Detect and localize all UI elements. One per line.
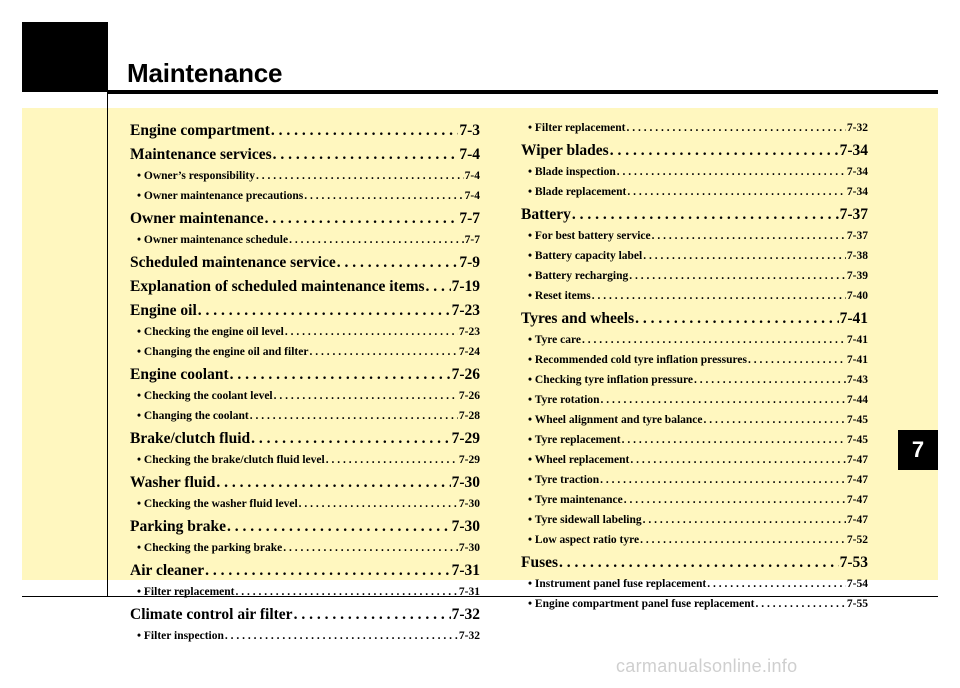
toc-subentry[interactable] (521, 230, 868, 250)
toc-entry-page: 7-47 (846, 494, 868, 506)
toc-entry-title: • Recommended cold tyre inflation pressures (528, 354, 747, 366)
toc-entry-title: • Checking the coolant level (137, 390, 273, 402)
dot-leader (265, 210, 459, 228)
toc-entry-title: • Tyre replacement (528, 434, 621, 446)
toc-entry-title: Tyres and wheels (521, 310, 635, 327)
toc-entry-page: 7-31 (451, 562, 480, 579)
dot-leader (629, 270, 846, 282)
toc-subentry[interactable] (130, 234, 480, 254)
toc-subentry[interactable] (521, 494, 868, 514)
dot-leader (251, 430, 450, 448)
toc-entry-page: 7-44 (846, 394, 868, 406)
chapter-tab[interactable]: 7 (898, 430, 938, 470)
dot-leader (624, 494, 846, 506)
toc-subentry[interactable] (521, 354, 868, 374)
toc-entry-page: 7-54 (846, 578, 868, 590)
toc-entry-title: • Blade inspection (528, 166, 616, 178)
toc-entry-page: 7-45 (846, 414, 868, 426)
dot-leader (227, 518, 451, 536)
toc-subentry[interactable] (130, 190, 480, 210)
toc-entry-title: Scheduled maintenance service (130, 254, 336, 271)
dot-leader (198, 302, 451, 320)
toc-entry-page: 7-34 (839, 142, 868, 159)
toc-entry-page: 7-28 (458, 410, 480, 422)
toc-entry-title: Engine coolant (130, 366, 229, 383)
dot-leader (309, 346, 457, 358)
toc-entry-title: Engine compartment (130, 122, 270, 139)
toc-entry-title: Maintenance services (130, 146, 272, 163)
toc-entry-title: Explanation of scheduled maintenance items (130, 278, 425, 295)
toc-subentry[interactable] (130, 346, 480, 366)
toc-entry-title: • Tyre traction (528, 474, 600, 486)
dot-leader (274, 390, 458, 402)
toc-entry-title: • Wheel alignment and tyre balance (528, 414, 703, 426)
toc-entry-page: 7-7 (459, 210, 480, 227)
dot-leader (643, 250, 846, 262)
toc-subentry[interactable] (521, 454, 868, 474)
toc-entry[interactable] (521, 142, 868, 166)
toc-entry[interactable] (130, 366, 480, 390)
toc-entry-title: • Owner maintenance schedule (137, 234, 289, 246)
toc-subentry[interactable] (130, 410, 480, 430)
dot-leader (582, 334, 846, 346)
toc-entry-title: • Filter inspection (137, 630, 224, 642)
toc-entry-page: 7-41 (839, 310, 868, 327)
toc-entry-title: • Checking tyre inflation pressure (528, 374, 694, 386)
toc-entry-page: 7-30 (451, 474, 480, 491)
toc-entry-page: 7-9 (459, 254, 480, 271)
toc-entry-title: Brake/clutch fluid (130, 430, 251, 447)
toc-entry-page: 7-30 (458, 542, 480, 554)
toc-entry[interactable] (521, 554, 868, 578)
dot-leader (250, 410, 458, 422)
toc-entry-title: • Reset items (528, 290, 591, 302)
toc-subentry[interactable] (521, 534, 868, 554)
toc-subentry[interactable] (521, 394, 868, 414)
toc-entry-title: • Battery capacity label (528, 250, 643, 262)
toc-subentry[interactable] (521, 250, 868, 270)
toc-entry-page: 7-24 (458, 346, 480, 358)
dot-leader (205, 562, 450, 580)
toc-entry[interactable] (521, 310, 868, 334)
toc-entry-title: • Filter replacement (528, 122, 626, 134)
toc-entry-title: • Filter replacement (137, 586, 235, 598)
toc-entry-title: Wiper blades (521, 142, 609, 159)
dot-leader (635, 310, 838, 328)
toc-subentry[interactable] (521, 434, 868, 454)
toc-subentry[interactable] (521, 186, 868, 206)
toc-subentry[interactable] (521, 290, 868, 310)
toc-entry-title: • Checking the engine oil level (137, 326, 284, 338)
toc-entry[interactable] (130, 278, 480, 302)
toc-subentry[interactable] (521, 414, 868, 434)
toc-entry-title: • Instrument panel fuse replacement (528, 578, 707, 590)
toc-column-right (521, 122, 868, 618)
toc-entry-page: 7-32 (846, 122, 868, 134)
dot-leader (271, 122, 458, 140)
toc-entry-page: 7-37 (846, 230, 868, 242)
toc-entry-title: Washer fluid (130, 474, 216, 491)
toc-entry-title: Air cleaner (130, 562, 205, 579)
toc-entry-page: 7-30 (458, 498, 480, 510)
toc-entry-page: 7-4 (459, 146, 480, 163)
toc-entry-page: 7-52 (846, 534, 868, 546)
dot-leader (626, 122, 845, 134)
toc-entry-page: 7-26 (451, 366, 480, 383)
toc-entry-page: 7-53 (839, 554, 868, 571)
toc-subentry[interactable] (130, 454, 480, 474)
toc-entry-page: 7-32 (458, 630, 480, 642)
page-title: Maintenance (127, 58, 283, 88)
toc-entry-title: • Owner’s responsibility (137, 170, 255, 182)
dot-leader (283, 542, 458, 554)
toc-entry-title: • Wheel replacement (528, 454, 630, 466)
toc-entry-page: 7-43 (846, 374, 868, 386)
dot-leader (707, 578, 846, 590)
dot-leader (643, 514, 846, 526)
toc-subentry[interactable] (130, 390, 480, 410)
toc-subentry[interactable] (521, 166, 868, 186)
toc-subentry[interactable] (521, 474, 868, 494)
toc-entry-page: 7-40 (846, 290, 868, 302)
toc-entry-title: Climate control air filter (130, 606, 293, 623)
toc-entry-title: Engine oil (130, 302, 197, 319)
toc-entry-page: 7-47 (846, 454, 868, 466)
toc-entry-page: 7-55 (846, 598, 868, 610)
toc-entry-title: • Changing the engine oil and filter (137, 346, 309, 358)
toc-entry-title: • For best battery service (528, 230, 651, 242)
toc-subentry[interactable] (130, 326, 480, 346)
watermark: carmanualsonline.info (616, 656, 798, 676)
toc-entry-page: 7-32 (451, 606, 480, 623)
toc-subentry[interactable] (521, 334, 868, 354)
toc-entry-title: • Tyre care (528, 334, 581, 346)
toc-entry-page: 7-29 (458, 454, 480, 466)
dot-leader (285, 326, 458, 338)
title-rule (108, 90, 938, 94)
toc-entry[interactable] (130, 146, 480, 170)
dot-leader (337, 254, 459, 272)
toc-entry[interactable] (130, 430, 480, 454)
toc-entry[interactable] (130, 122, 480, 146)
dot-leader (235, 586, 457, 598)
dot-leader (694, 374, 846, 386)
toc-entry-page: 7-29 (451, 430, 480, 447)
toc-entry[interactable] (130, 474, 480, 498)
toc-entry-title: • Blade replacement (528, 186, 627, 198)
toc-entry-page: 7-34 (846, 166, 868, 178)
toc-entry-page: 7-23 (458, 326, 480, 338)
toc-entry-page: 7-47 (846, 474, 868, 486)
dot-leader (640, 534, 846, 546)
toc-entry-page: 7-37 (839, 206, 868, 223)
dot-leader (704, 414, 846, 426)
toc-subentry[interactable] (130, 586, 480, 606)
toc-entry-title: • Checking the brake/clutch fluid level (137, 454, 325, 466)
dot-leader (617, 166, 846, 178)
toc-entry-page: 7-47 (846, 514, 868, 526)
dot-leader (299, 498, 458, 510)
dot-leader (256, 170, 464, 182)
toc-entry-title: Owner maintenance (130, 210, 264, 227)
toc-entry-title: Fuses (521, 554, 559, 571)
toc-entry-title: • Tyre sidewall labeling (528, 514, 642, 526)
toc-subentry[interactable] (130, 498, 480, 518)
dot-leader (592, 290, 846, 302)
toc-entry[interactable] (130, 518, 480, 542)
toc-entry-page: 7-4 (464, 190, 480, 202)
toc-subentry[interactable] (130, 630, 480, 650)
toc-entry-title: Battery (521, 206, 571, 223)
toc-entry-title: • Battery recharging (528, 270, 629, 282)
toc-entry[interactable] (130, 210, 480, 234)
dot-leader (216, 474, 450, 492)
toc-entry-title: • Tyre rotation (528, 394, 600, 406)
dot-leader (426, 278, 451, 296)
toc-entry-page: 7-45 (846, 434, 868, 446)
toc-entry-title: • Changing the coolant (137, 410, 249, 422)
dot-leader (230, 366, 451, 384)
toc-entry-title: • Low aspect ratio tyre (528, 534, 640, 546)
dot-leader (559, 554, 839, 572)
dot-leader (627, 186, 846, 198)
dot-leader (630, 454, 846, 466)
dot-leader (652, 230, 846, 242)
toc-entry-page: 7-41 (846, 334, 868, 346)
dot-leader (610, 142, 839, 160)
dot-leader (748, 354, 846, 366)
toc-entry-page: 7-7 (464, 234, 480, 246)
toc-entry-page: 7-3 (459, 122, 480, 139)
toc-entry-page: 7-26 (458, 390, 480, 402)
dot-leader (294, 606, 451, 624)
margin-vertical-rule (107, 22, 108, 596)
dot-leader (225, 630, 458, 642)
toc-entry-page: 7-19 (451, 278, 480, 295)
toc-entry[interactable] (130, 606, 480, 630)
dot-leader (273, 146, 459, 164)
toc-entry-page: 7-39 (846, 270, 868, 282)
dot-leader (755, 598, 845, 610)
dot-leader (572, 206, 839, 224)
toc-subentry[interactable] (521, 270, 868, 290)
dot-leader (600, 474, 846, 486)
toc-entry[interactable] (130, 254, 480, 278)
toc-entry-page: 7-31 (458, 586, 480, 598)
dot-leader (601, 394, 846, 406)
dot-leader (622, 434, 846, 446)
toc-entry-page: 7-4 (464, 170, 480, 182)
toc-entry-title: • Tyre maintenance (528, 494, 623, 506)
header-black-block (22, 22, 108, 92)
toc-entry-page: 7-41 (846, 354, 868, 366)
toc-entry-page: 7-38 (846, 250, 868, 262)
toc-entry[interactable] (130, 562, 480, 586)
toc-entry-page: 7-34 (846, 186, 868, 198)
toc-entry-title: Parking brake (130, 518, 227, 535)
toc-subentry[interactable] (130, 542, 480, 562)
toc-entry-title: • Engine compartment panel fuse replacement (528, 598, 755, 610)
toc-subentry[interactable] (521, 122, 868, 142)
toc-subentry[interactable] (521, 374, 868, 394)
dot-leader (326, 454, 458, 466)
toc-subentry[interactable] (521, 598, 868, 618)
dot-leader (289, 234, 464, 246)
toc-entry-page: 7-30 (451, 518, 480, 535)
toc-entry-page: 7-23 (451, 302, 480, 319)
toc-entry-title: • Checking the washer fluid level (137, 498, 298, 510)
toc-subentry[interactable] (521, 578, 868, 598)
toc-column-left (130, 122, 480, 650)
toc-entry-title: • Owner maintenance precautions (137, 190, 304, 202)
toc-subentry[interactable] (130, 170, 480, 190)
toc-entry[interactable] (130, 302, 480, 326)
toc-subentry[interactable] (521, 514, 868, 534)
toc-entry-title: • Checking the parking brake (137, 542, 283, 554)
dot-leader (304, 190, 463, 202)
toc-entry[interactable] (521, 206, 868, 230)
